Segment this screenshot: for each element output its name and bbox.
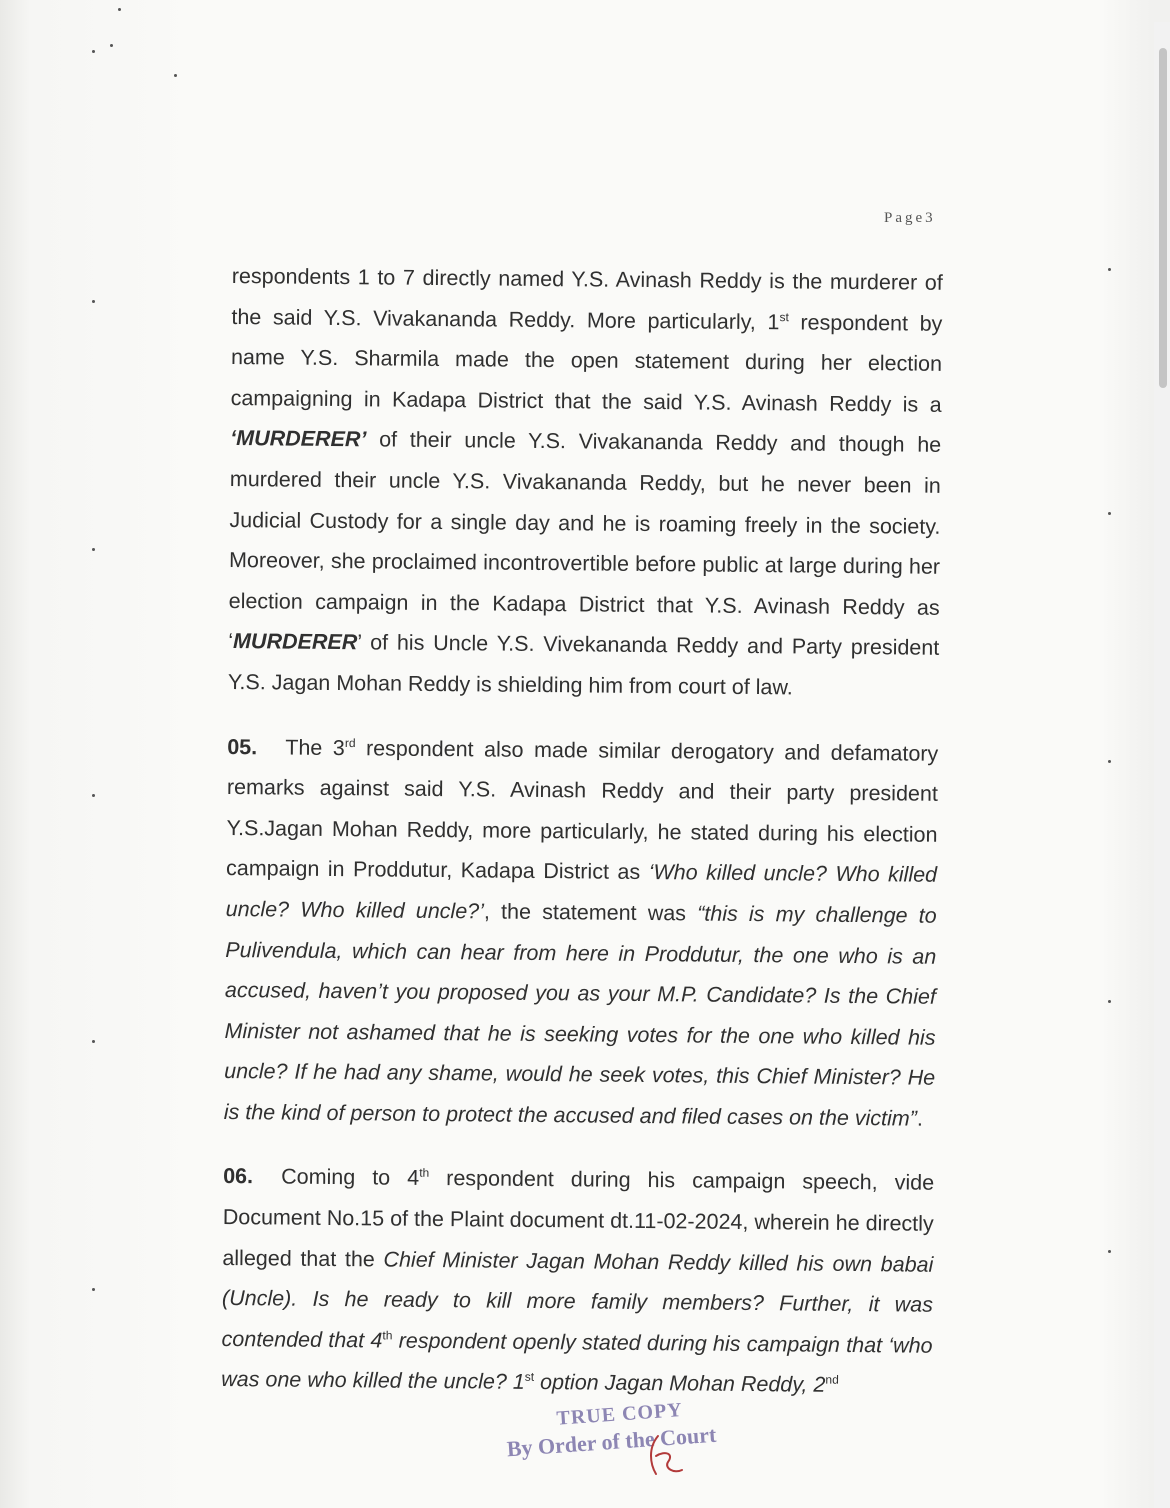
text-segment: , the statement was bbox=[483, 899, 698, 926]
text-segment: respondent during his campaign speech, vide Document No.15 of the Plaint document dt.11-02-2024, wherein he directly alleged that the bbox=[222, 1166, 935, 1272]
paragraph-05 bbox=[224, 727, 939, 1140]
scan-speck bbox=[1108, 268, 1111, 271]
text-segment: Chief Minister Jagan Mohan Reddy killed his own babai (Uncle). Is he ready to kill more family members? Further, it was contended that 4 bbox=[221, 1247, 934, 1353]
text-segment: st bbox=[779, 309, 789, 324]
text-segment: . bbox=[916, 1106, 924, 1131]
text-segment: of their uncle Y.S. Vivakananda Reddy and though he murdered their uncle Y.S. Vivakananda Reddy, but he never been in Judicial Custody for a single day and he is roaming freely in the society. Moreover, she proclaimed incontrovertible before public at large during her election campaign in the Kadapa District that Y.S. Avinash Reddy as ‘ bbox=[228, 427, 942, 654]
scan-speck bbox=[92, 1040, 95, 1043]
scan-speck bbox=[1108, 1250, 1111, 1253]
scrollbar[interactable] bbox=[1154, 22, 1170, 1508]
text-segment: rd bbox=[344, 735, 356, 750]
paragraph-number: 05. bbox=[227, 734, 258, 759]
text-segment: th bbox=[419, 1166, 430, 1181]
paragraph-06 bbox=[221, 1156, 934, 1406]
text-segment: th bbox=[382, 1328, 393, 1343]
text-segment: respondents 1 to 7 directly named Y.S. Avinash Reddy is the murderer of the said Y.S. Vivakananda Reddy. More particularly, 1 bbox=[231, 263, 943, 334]
document-body bbox=[221, 256, 943, 1407]
text-segment: nd bbox=[825, 1373, 839, 1388]
scan-speck bbox=[92, 300, 95, 303]
stamp-line-1: TRUE COPY bbox=[555, 1399, 684, 1430]
text-segment: MURDERER bbox=[232, 629, 358, 655]
scan-speck bbox=[118, 8, 121, 11]
page-number: Page3 bbox=[884, 210, 936, 226]
scan-speck bbox=[1108, 1000, 1111, 1003]
text-segment: respondent also made similar derogatory and defamatory remarks against said Y.S. Avinash Reddy and their party president Y.S.Jagan Mohan Reddy, more particularly, he stated during his election campaign in Proddutur, Kadapa District as bbox=[226, 735, 939, 885]
scrollbar-thumb[interactable] bbox=[1159, 48, 1167, 388]
scan-speck bbox=[1108, 760, 1111, 763]
scan-speck bbox=[174, 74, 177, 77]
text-segment: “this is my challenge to Pulivendula, which can hear from here in Proddutur, the one who is an accused, haven’t you proposed you as your M.P. Candidate? Is the Chief Minister not ashamed that he is seeking votes for the one who killed his uncle? If he had any shame, would he seek votes, this Chief Minister? He is the kind of person to protect the accused and filed cases on the victim” bbox=[223, 901, 937, 1131]
text-segment: respondent openly stated during his campaign that ‘who was one who killed the uncle? 1 bbox=[221, 1328, 933, 1395]
scan-speck bbox=[110, 44, 113, 47]
scan-speck bbox=[92, 1288, 95, 1291]
signature-mark bbox=[640, 1430, 690, 1480]
stamp-line-2: By Order of the Court bbox=[505, 1421, 717, 1462]
paragraph-continuation bbox=[228, 256, 943, 709]
paragraph-number: 06. bbox=[223, 1164, 254, 1189]
scan-speck bbox=[92, 794, 95, 797]
true-copy-stamp bbox=[489, 1396, 735, 1503]
text-segment: respondent by name Y.S. Sharmila made the open statement during her election campaigning in Kadapa District that the said Y.S. Avinash Reddy is a bbox=[230, 309, 943, 417]
text-segment: option Jagan Mohan Reddy, 2 bbox=[534, 1370, 826, 1398]
scan-speck bbox=[92, 548, 95, 551]
text-segment: ’ of his Uncle Y.S. Vivekananda Reddy and Party president Y.S. Jagan Mohan Reddy is shielding him from court of law. bbox=[227, 630, 940, 700]
scan-speck bbox=[1108, 512, 1111, 515]
text-segment: st bbox=[524, 1370, 535, 1385]
text-segment: The 3 bbox=[285, 735, 345, 760]
text-segment: ‘MURDERER’ bbox=[230, 426, 367, 452]
text-segment: Coming to 4 bbox=[281, 1164, 420, 1191]
scan-speck bbox=[92, 50, 95, 53]
text-segment: ‘Who killed uncle? Who killed uncle? Who killed uncle?’ bbox=[225, 860, 938, 924]
